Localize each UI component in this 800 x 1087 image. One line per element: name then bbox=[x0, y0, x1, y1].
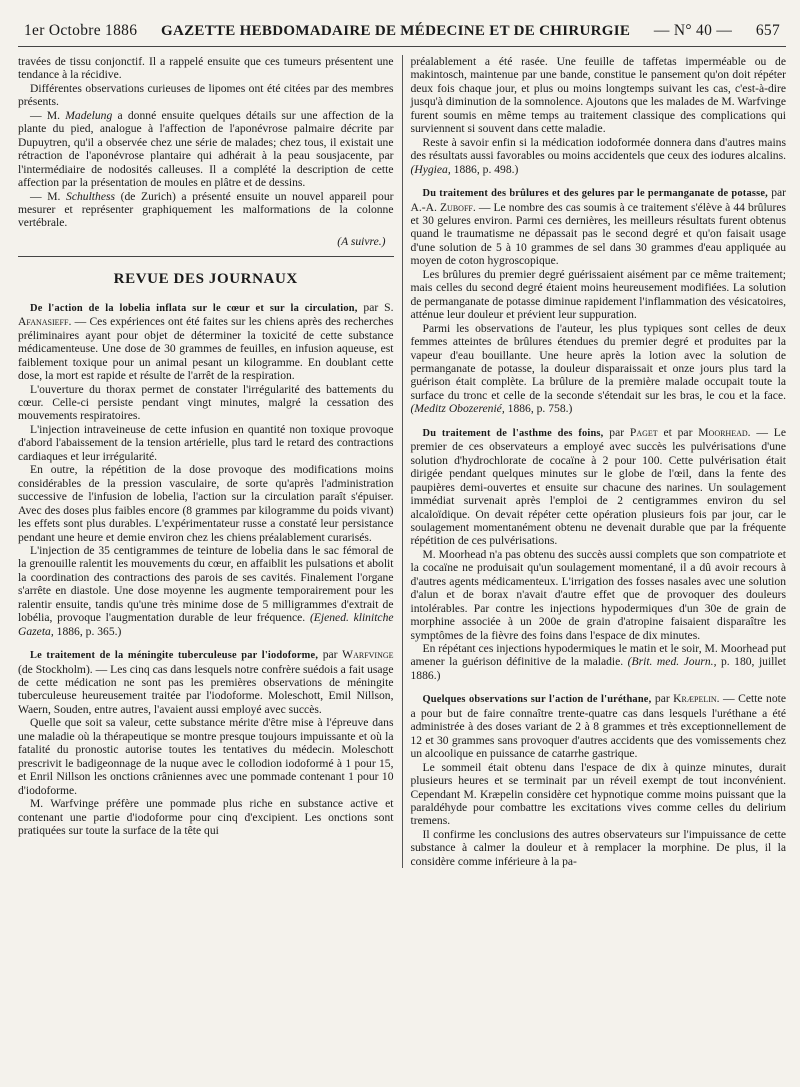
citation: (Ejened. klinitche Gazeta, bbox=[18, 611, 394, 638]
section-title: REVUE DES JOURNAUX bbox=[113, 271, 298, 288]
issue-number: — N° 40 — bbox=[653, 22, 733, 39]
article-author: Moorhead. bbox=[698, 425, 751, 439]
paragraph: préalablement a été rasée. Une feuille de taffetas imperméable ou de makintosch, maintenue par une bande, constitue le pansement qu'on doit répéter deux fois chaque jour, et plus ou moins longtemps suivant les cas, c'est-à-dire jusqu'à diminution de la somnolence. Ajoutons que les malades de M. Warfvinge furent soumis en même temps au traitement classique des complications qui surviennent si souvent dans cette maladie. bbox=[410, 55, 786, 136]
paragraph: — M. Schulthess (de Zurich) a présenté ensuite un nouvel appareil pour mesurer et représenter graphiquement les malformations de la colonne vertébrale. bbox=[18, 189, 394, 230]
article-author: Warfvinge bbox=[342, 648, 394, 662]
article-lead: De l'action de la lobelia inflata sur le cœur et sur la circulation, par S. Afanasieff. — Ces expériences ont été faites sur les chiens après des recherches préliminaires ayant pour objet de déterminer la toxicité de cette substance médicamenteuse. Une dose de 30 grammes de feuilles, en infusion aqueuse, est faiblement toxique pour un animal pesant un kilogramme. En doublant cette dose, la mort est rapide et résulte de l'arrêt de la respiration. bbox=[18, 300, 394, 383]
article-author: Kræpelin. bbox=[673, 692, 720, 706]
paragraph: L'injection intraveineuse de cette infusion en quantité non toxique provoque d'abord l'abaissement de la tension artérielle, plus tard le retard des contractions cardiaques et leur irrégularité. bbox=[18, 422, 394, 463]
issue-date: 1er Octobre 1886 bbox=[24, 22, 138, 39]
paragraph: Il confirme les conclusions des autres observateurs sur l'impuissance de cette substance à calmer la douleur et à remplacer la morphine. De plus, il la considère comme inférieure à la pa- bbox=[410, 827, 786, 868]
citation: (Brit. med. Journ., bbox=[627, 655, 717, 669]
article-title: De l'action de la lobelia inflata sur le cœur et sur la circulation, bbox=[30, 302, 358, 314]
paragraph: L'injection de 35 centigrammes de teinture de lobelia dans le sac fémoral de la grenouille ralentit les mouvements du cœur, en affaiblit les pulsations et abolit la coordination des contractions des parois de ses cavités. Finalement l'organe s'arrête en diastole. Une dose moyenne les augmente temporairement pour les ralentir ensuite, tandis qu'une très minime dose de 5 milligrammes d'extrait de lobélia, provoque l'augmentation durable de leur fréquence. (Ejened. klinitche Gazeta, 1886, p. 365.) bbox=[18, 543, 394, 638]
article-lead: Quelques observations sur l'action de l'uréthane, par Kræpelin. — Cette note a pour but de faire connaître trente-quatre cas dans lesquels l'uréthane a été administrée à des doses variant de 2 à 8 grammes et très exceptionnellement de 12 et 30 grammes sans provoquer d'autres accidents que des vomissements chez un alcoolique en puissance de catarrhe gastrique. bbox=[410, 692, 786, 761]
paragraph: Reste à savoir enfin si la médication iodoformée donnera dans d'autres mains des résultats aussi favorables ou moins accidentels que ceux des iodures alcalins. (Hygiea, 1886, p. 498.) bbox=[410, 135, 786, 176]
citation: (Hygiea, bbox=[410, 162, 451, 176]
divider bbox=[18, 256, 394, 257]
page-header bbox=[18, 22, 786, 47]
article-urethane bbox=[411, 692, 787, 868]
article-author: Afanasieff. bbox=[18, 315, 72, 329]
person-name: Schulthess bbox=[66, 189, 115, 203]
article-author: Zuboff. bbox=[439, 200, 476, 214]
article-title: Le traitement de la méningite tuberculeuse par l'iodoforme, bbox=[30, 650, 319, 662]
paragraph: Les brûlures du premier degré guérissaient aisément par ce même traitement; mais celles du second degré étaient moins heureusement modifiées. La solution de permanganate de potasse diminue rapidement l'inflammation des vésicatoires, atténue leur douleur et prévient leur suppuration. bbox=[410, 267, 786, 322]
journal-title: GAZETTE HEBDOMADAIRE DE MÉDECINE ET DE CHIRURGIE bbox=[160, 23, 631, 39]
article-title: Du traitement de l'asthme des foins, bbox=[422, 427, 604, 439]
article-asthme bbox=[411, 426, 787, 683]
citation: (Meditz Obozerenié, bbox=[410, 402, 505, 416]
article-lead: Le traitement de la méningite tuberculeuse par l'iodoforme, par Warfvinge (de Stockholm). — Les cinq cas dans lesquels notre confrère suédois a fait usage de cette médication ne sont pas les premières observations de méningite tuberculeuse heureusement traitée par l'iodoforme. Moleschott, Emil Nillson, Waern, Souden, entre autres, l'avaient aussi employé avec succès. bbox=[18, 648, 394, 716]
right-column bbox=[403, 55, 787, 868]
article-lead: Du traitement de l'asthme des foins, par Paget et par Moorhead. — Le premier de ces observateurs a employé avec succès les pulvérisations d'une solution d'hydrochlorate de cocaïne à 2 pour 100. Cette pulvérisation était dirigée pendant quelques minutes sur le globe de l'œil, dans la fente des paupières demi-ouvertes et ensuite sur chacune des narines. Un soulagement immédiat survenait après l'emploi de 2 centigrammes environ du sel alcaloïdique. On devait répéter cette opération plusieurs fois par jour, car le soulagement momentanément obtenu ne devenait durable que par la fréquente répétition de ces pulvérisations. bbox=[410, 425, 786, 548]
article-iodoforme bbox=[18, 648, 394, 837]
article-author: Paget bbox=[629, 425, 658, 439]
paragraph: M. Moorhead n'a pas obtenu des succès aussi complets que son compatriote et la cocaïne ne produisait qu'un soulagement momentané, il a dû avoir recours à d'autres agents médicamenteux. L'irrigation des fosses nasales avec une solution d'alun et de borax n'avait d'autre effet que de provoquer des douleurs intolérables. Par contre les injections hypodermiques d'un 30e de grain de morphine associée à un 200e de grain d'atropine faisaient disparaître les symptômes de la fièvre des foins dans l'espace de dix minutes. bbox=[410, 547, 786, 642]
paragraph: Quelle que soit sa valeur, cette substance mérite d'être mise à l'épreuve dans une maladie où la thérapeutique se montre presque toujours impuissante et où la fatalité du pronostic autorise toutes les tentatives du médecin. Moleschott prescrivit le badigeonnage de la nuque avec le collodion iodoformé à 1 pour 15, et Enril Nillson les onctions crâniennes avec une pommade contenant 1 pour 10 d'iodoforme. bbox=[18, 716, 394, 797]
page-number: 657 bbox=[755, 22, 780, 39]
person-name: Madelung bbox=[65, 108, 113, 122]
article-permanganate bbox=[411, 186, 787, 416]
article-title: Quelques observations sur l'action de l'uréthane, bbox=[422, 694, 652, 706]
article-title: Du traitement des brûlures et des gelures par le permanganate de potasse, bbox=[422, 188, 768, 200]
paragraph: travées de tissu conjonctif. Il a rappelé ensuite que ces tumeurs présentent une tendance à la récidive. bbox=[18, 55, 394, 82]
paragraph: L'ouverture du thorax permet de constater l'irrégularité des battements du cœur. Celle-ci persiste pendant vingt minutes, malgré la cessation des mouvements respiratoires. bbox=[18, 382, 394, 423]
paragraph: Parmi les observations de l'auteur, les plus typiques sont celles de deux femmes atteintes de brûlures étendues du premier degré et produites par la vapeur d'eau bouillante. Une heure après la lotion avec la solution de permanganate de potasse, la douleur disparaissait et onze jours plus tard la guérison était complète. La brûlure de la première malade occupait toute la surface du tronc et celle de la seconde s'étendait sur les bras, le cou et la face. (Meditz Obozerenié, 1886, p. 758.) bbox=[410, 321, 786, 416]
article-lobelia bbox=[18, 301, 394, 638]
article-lead: Du traitement des brûlures et des gelures par le permanganate de potasse, par A.-A. Zuboff. — Le nombre des cas soumis à ce traitement s'élève à 44 brûlures et 30 gelures environ. Parmi ces dernières, les meilleurs résultats furent obtenus quand le traumatisme ne dépassait pas le second degré et qu'on faisait usage d'une solution de 5 à 10 grammes de sel dans 30 grammes d'eau appliquée au moyen de coton hygroscopique. bbox=[410, 186, 787, 268]
paragraph: En répétant ces injections hypodermiques le matin et le soir, M. Moorhead put amener la guérison définitive de la maladie. (Brit. med. Journ., p. 180, juillet 1886.) bbox=[410, 642, 786, 682]
left-column bbox=[18, 55, 403, 868]
paragraph: M. Warfvinge préfère une pommade plus riche en substance active et contenant une partie d'iodoforme pour cinq d'excipient. Les onctions sont pratiquées sur toute la surface de la tête qui bbox=[18, 797, 394, 838]
paragraph: Le sommeil était obtenu dans l'espace de dix à quinze minutes, durait plusieurs heures et se terminait par un réveil exempt de tout inconvénient. Cependant M. Kræpelin considère cet hypnotique comme moins puissant que la paraldéhyde pour combattre les excitations vives comme celles du delirium tremens. bbox=[410, 760, 786, 828]
paragraph: — M. Madelung a donné ensuite quelques détails sur une affection de la plante du pied, analogue à l'affection de l'aponévrose palmaire décrite par Dupuytren, qu'il a observée chez une série de malades; chez tous, il existait une rétraction de l'aponévrose plantaire qui adhérait à la peau sousjacente, par l'intermédiaire de nodosités calleuses. Il a complété la description de cette affection par la présentation de moules en plâtre et de dessins. bbox=[18, 108, 394, 190]
two-column-body bbox=[18, 55, 786, 868]
to-be-continued: (A suivre.) bbox=[337, 234, 386, 248]
paragraph: En outre, la répétition de la dose provoque des modifications moins considérables de la pression vasculaire, de sorte qu'après l'administration successive de l'infusion de lobelia, l'action sur la circulation paraît s'épuiser. Avec des doses plus faibles encore (8 grammes par kilogramme du poids vivant) les effets sont plus durables. L'expérimentateur russe a constaté leur persistance pendant une heure et demie environ chez les chiens préalablement curarisés. bbox=[18, 463, 394, 544]
paragraph: Différentes observations curieuses de lipomes ont été citées par des membres présents. bbox=[18, 81, 394, 109]
